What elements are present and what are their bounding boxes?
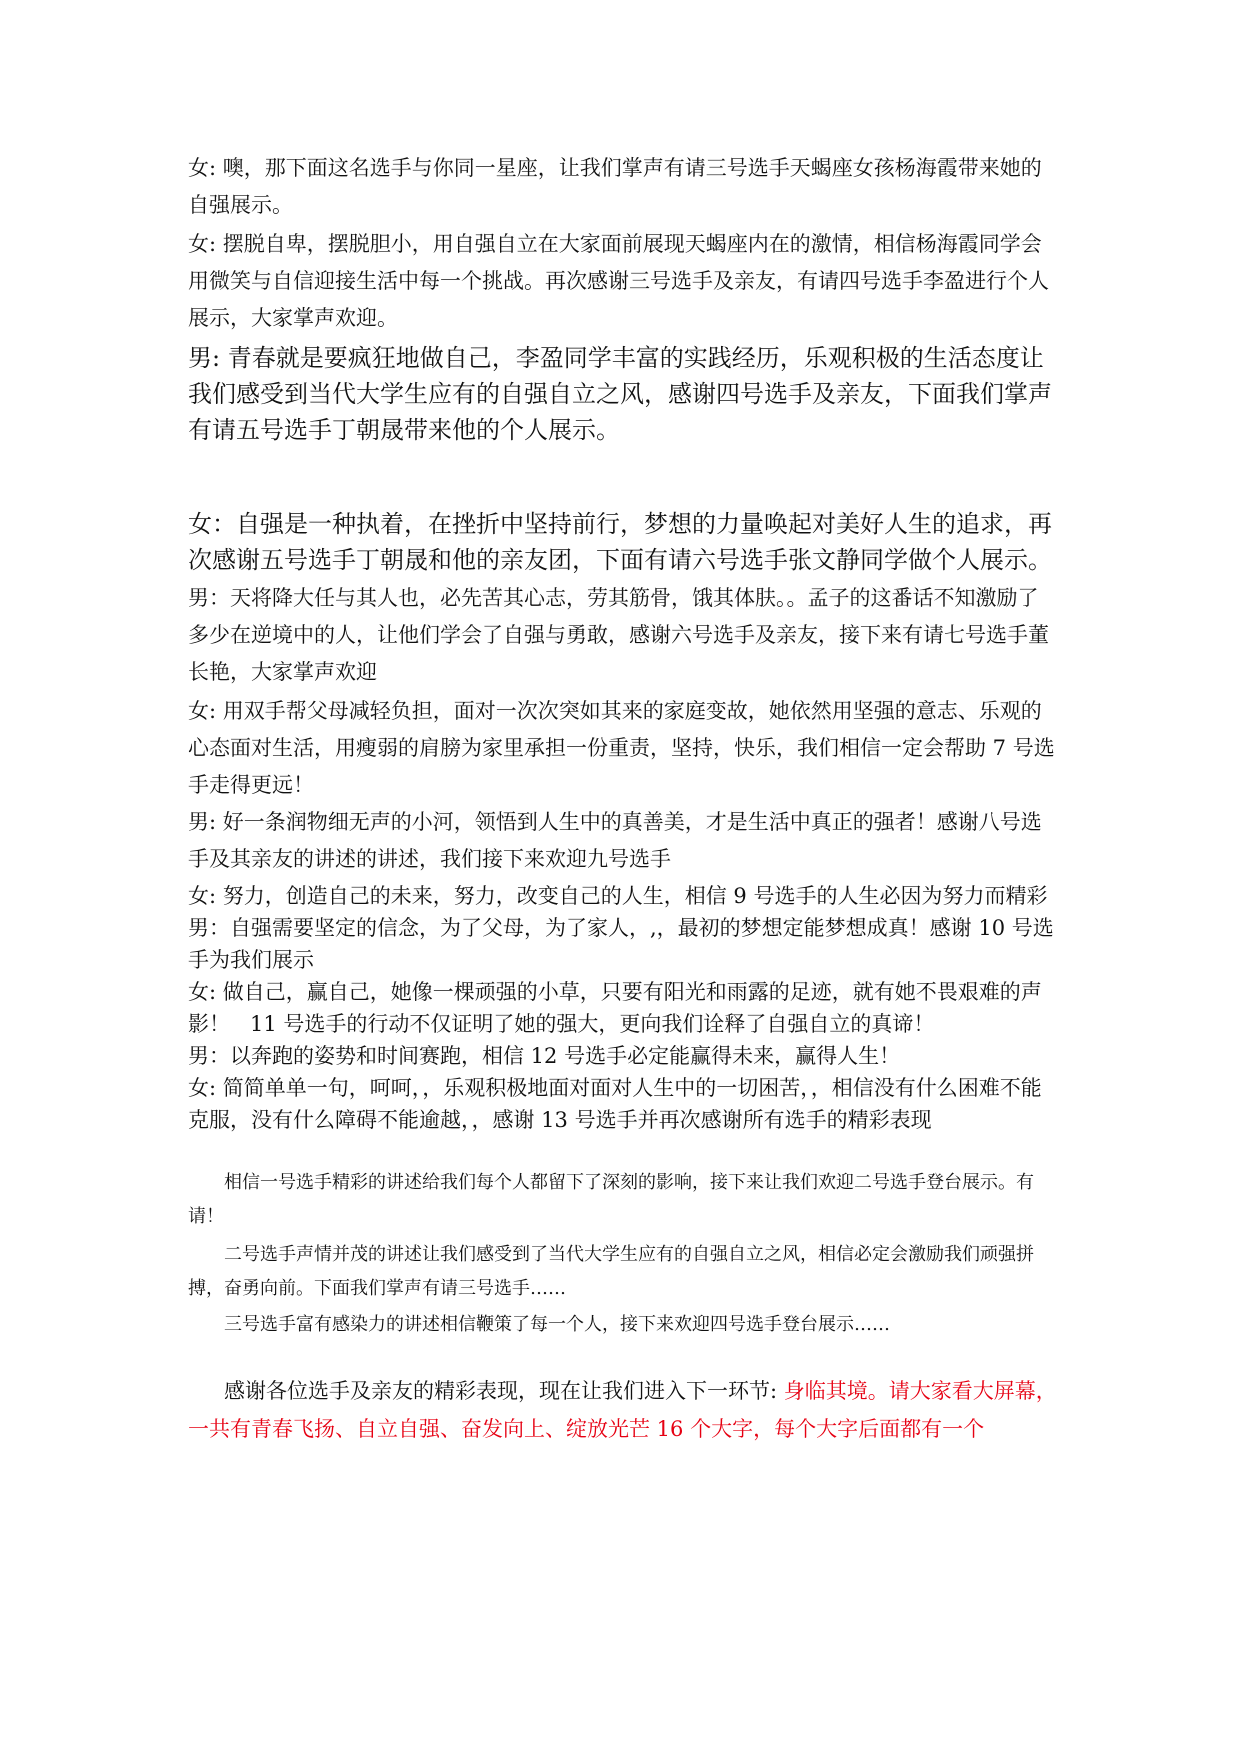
closing-highlight: 身临其境。请大家看大屏幕，一共有青春飞扬、自立自强、奋发向上、绽放光芒 16 个大字，每个大字后面都有一个 (188, 1379, 1057, 1441)
paragraph-female-host-6: 女: 做自己，赢自己，她像一棵顽强的小草，只要有阳光和雨露的足迹，就有她不畏艰难的声影！ 11 号选手的行动不仅证明了她的强大，更向我们诠释了自强自立的真谛！ (188, 980, 1042, 1036)
paragraph-male-host-2: 男：天将降大任与其人也，必先苦其心志，劳其筋骨，饿其体肤。。孟子的这番话不知激励了多少在逆境中的人，让他们学会了自强与勇敢，感谢六号选手及亲友，接下来有请七号选手董长艳，大家掌声欢迎 (188, 586, 1049, 684)
paragraph-female-host-5: 女: 努力，创造自己的未来，努力，改变自己的人生，相信 9 号选手的人生必因为努力而精彩 (188, 884, 1048, 908)
document-body (188, 150, 1058, 1448)
paragraph-transition-2: 二号选手声情并茂的讲述让我们感受到了当代大学生应有的自强自立之风，相信必定会激励我们顽强拼搏，奋勇向前。下面我们掌声有请三号选手…… (188, 1244, 1034, 1299)
paragraph-female-host-7: 女: 简简单单一句，呵呵，，乐观积极地面对面对人生中的一切困苦，，相信没有什么困难不能克服，没有什么障碍不能逾越，，感谢 13 号选手并再次感谢所有选手的精彩表现 (188, 1076, 1042, 1132)
paragraph-female-host-2: 女: 摆脱自卑，摆脱胆小，用自强自立在大家面前展现天蝎座内在的激情，相信杨海霞同学会用微笑与自信迎接生活中每一个挑战。再次感谢三号选手及亲友，有请四号选手李盈进行个人展示，大家掌声欢迎。 (188, 232, 1049, 330)
paragraph-female-host-1: 女: 噢，那下面这名选手与你同一星座，让我们掌声有请三号选手天蝎座女孩杨海霞带来她的自强展示。 (188, 156, 1042, 217)
paragraph-transition-1: 相信一号选手精彩的讲述给我们每个人都留下了深刻的影响，接下来让我们欢迎二号选手登台展示。有请！ (188, 1172, 1034, 1227)
paragraph-female-host-3: 女：自强是一种执着，在挫折中坚持前行，梦想的力量唤起对美好人生的追求，再次感谢五号选手丁朝晟和他的亲友团，下面有请六号选手张文静同学做个人展示。 (188, 510, 1052, 574)
paragraph-male-host-1: 男: 青春就是要疯狂地做自己，李盈同学丰富的实践经历，乐观积极的生活态度让我们感受到当代大学生应有的自强自立之风，感谢四号选手及亲友，下面我们掌声有请五号选手丁朝晟带来他的个人展示。 (188, 344, 1052, 444)
paragraph-transition-3: 三号选手富有感染力的讲述相信鞭策了每一个人，接下来欢迎四号选手登台展示…… (224, 1314, 890, 1335)
paragraph-male-host-5: 男：以奔跑的姿势和时间赛跑，相信 12 号选手必定能赢得未来，赢得人生！ (188, 1044, 901, 1068)
paragraph-male-host-3: 男: 好一条润物细无声的小河，领悟到人生中的真善美，才是生活中真正的强者！感谢八号选手及其亲友的讲述的讲述，我们接下来欢迎九号选手 (188, 810, 1042, 871)
paragraph-closing (188, 1372, 1058, 1448)
paragraph-female-host-4: 女: 用双手帮父母减轻负担，面对一次次突如其来的家庭变故，她依然用坚强的意志、乐观的心态面对生活，用瘦弱的肩膀为家里承担一份重责，坚持，快乐，我们相信一定会帮助 7 号选手走得更远！ (188, 699, 1055, 797)
paragraph-male-host-4: 男：自强需要坚定的信念，为了父母，为了家人，,，最初的梦想定能梦想成真！感谢 10 号选手为我们展示 (188, 916, 1054, 972)
closing-text: 感谢各位选手及亲友的精彩表现，现在让我们进入下一环节: (224, 1379, 784, 1403)
